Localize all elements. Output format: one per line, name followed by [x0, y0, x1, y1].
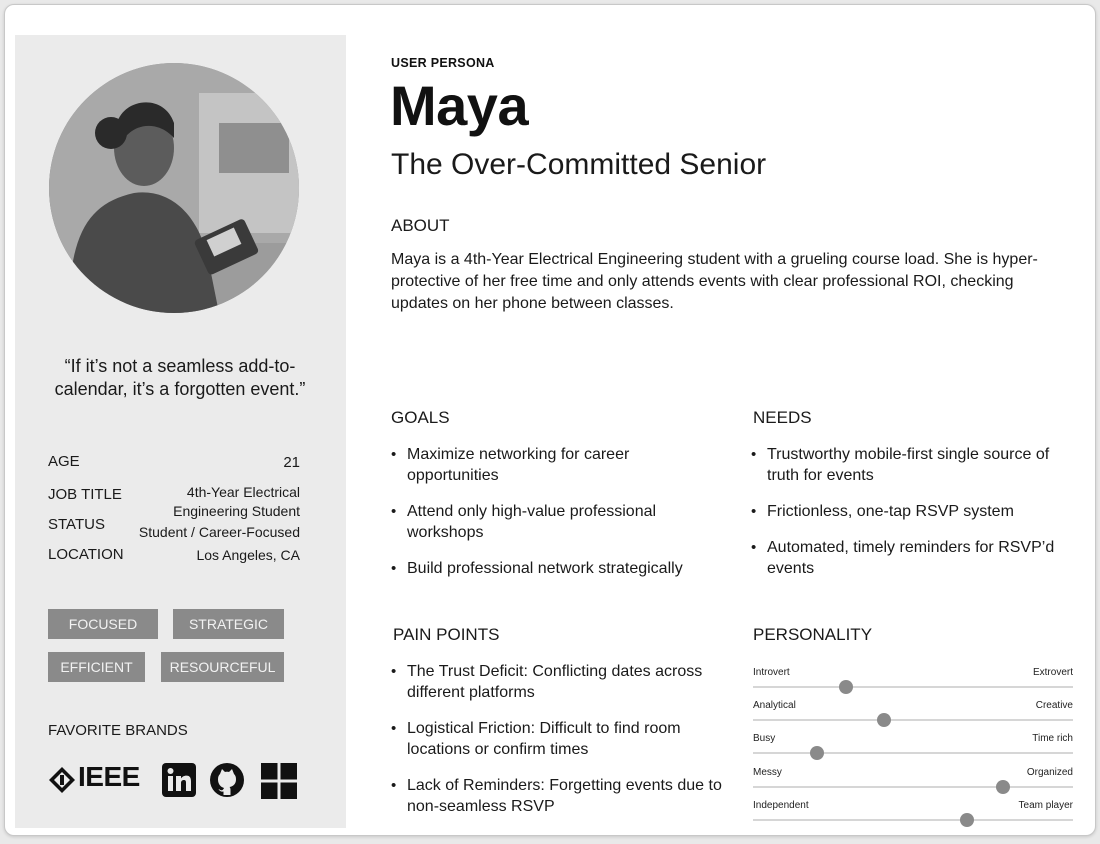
- detail-location: [48, 546, 300, 568]
- slider-right-label: Extrovert: [1032, 667, 1073, 678]
- age-label: AGE: [48, 453, 80, 470]
- persona-subtitle: The Over-Committed Senior: [391, 148, 767, 181]
- ieee-wordmark: IEEE: [78, 761, 140, 792]
- slider-left-label: Busy: [753, 733, 776, 744]
- job-title-label: JOB TITLE: [48, 486, 122, 503]
- list-item: • Trustworthy mobile-first single source of truth for events: [751, 444, 1071, 486]
- list-item: • Frictionless, one-tap RSVP system: [751, 501, 1071, 522]
- personality-slider-introvert-extrovert: [753, 667, 1073, 697]
- slider-right-label: Creative: [1035, 700, 1073, 711]
- about-title: ABOUT: [391, 216, 450, 235]
- slider-track: [753, 719, 1073, 721]
- slider-right-label: Team player: [1018, 800, 1073, 811]
- persona-quote: “If it’s not a seamless add-to-calendar, it’s a forgotten event.”: [54, 356, 306, 399]
- personality-slider-independent-team-player: [753, 800, 1073, 830]
- needs-list: [751, 444, 1071, 594]
- tag-strategic: STRATEGIC: [173, 609, 284, 639]
- personality-title: PERSONALITY: [753, 625, 873, 644]
- status-label: STATUS: [48, 516, 105, 533]
- slider-left-label: Messy: [753, 767, 782, 778]
- status-value: Student / Career-Focused: [138, 524, 300, 540]
- slider-thumb: [877, 713, 891, 727]
- slider-thumb: [960, 813, 974, 827]
- slider-track: [753, 686, 1073, 688]
- tag-resourceful: RESOURCEFUL: [161, 652, 284, 682]
- job-title-line-1: 4th-Year Electrical: [186, 484, 300, 500]
- persona-main: [389, 5, 1089, 835]
- linkedin-logo: [162, 763, 196, 802]
- ieee-logo: [48, 763, 152, 797]
- tag-efficient: EFFICIENT: [48, 652, 145, 682]
- slider-left-label: Independent: [753, 800, 809, 811]
- list-item: • Attend only high-value professional workshops: [391, 501, 721, 543]
- list-item: • Maximize networking for career opportunities: [391, 444, 721, 486]
- personality-slider-busy-time-rich: [753, 733, 1073, 763]
- goals-list: [391, 444, 721, 594]
- personality-slider-analytical-creative: [753, 700, 1073, 730]
- github-logo: [210, 763, 244, 802]
- favorite-brands-label: FAVORITE BRANDS: [48, 722, 188, 739]
- slider-track: [753, 786, 1073, 788]
- job-title-line-2: Engineering Student: [173, 503, 300, 519]
- needs-title: NEEDS: [753, 408, 812, 427]
- persona-name: Maya: [390, 74, 529, 137]
- list-item: • Lack of Reminders: Forgetting events due to non-seamless RSVP: [391, 775, 731, 817]
- list-item: • The Trust Deficit: Conflicting dates across different platforms: [391, 661, 731, 703]
- microsoft-icon: [261, 763, 297, 799]
- list-item: • Build professional network strategically: [391, 558, 721, 579]
- detail-age: [48, 453, 300, 475]
- pain-points-title: PAIN POINTS: [393, 625, 500, 644]
- slider-right-label: Time rich: [1032, 733, 1073, 744]
- slider-right-label: Organized: [1026, 767, 1073, 778]
- list-item: • Logistical Friction: Difficult to find room locations or confirm times: [391, 718, 731, 760]
- about-text: Maya is a 4th-Year Electrical Engineering student with a grueling course load. She is hyper-protective of her free time and only attends events with clear professional ROI, checking updates on her phone between classes.: [391, 251, 1038, 312]
- persona-photo-illustration: [49, 63, 299, 313]
- persona-eyebrow: USER PERSONA: [391, 56, 495, 70]
- slider-left-label: Analytical: [753, 700, 796, 711]
- list-item: • Automated, timely reminders for RSVP’d events: [751, 537, 1071, 579]
- persona-photo: [49, 63, 299, 313]
- slider-thumb: [996, 780, 1010, 794]
- linkedin-icon: [162, 763, 196, 797]
- slider-track: [753, 819, 1073, 821]
- personality-slider-messy-organized: [753, 767, 1073, 797]
- github-icon: [210, 763, 244, 797]
- tag-focused: FOCUSED: [48, 609, 158, 639]
- location-label: LOCATION: [48, 546, 124, 563]
- pain-points-list: [391, 661, 731, 832]
- slider-thumb: [810, 746, 824, 760]
- persona-sidebar: [15, 35, 346, 828]
- persona-card: [4, 4, 1096, 836]
- slider-track: [753, 752, 1073, 754]
- age-value: 21: [283, 454, 300, 471]
- goals-title: GOALS: [391, 408, 450, 427]
- detail-status: [48, 516, 300, 538]
- slider-thumb: [839, 680, 853, 694]
- ieee-diamond-icon: [48, 766, 76, 794]
- microsoft-logo: [261, 763, 297, 804]
- location-value: Los Angeles, CA: [196, 547, 300, 563]
- slider-left-label: Introvert: [753, 667, 790, 678]
